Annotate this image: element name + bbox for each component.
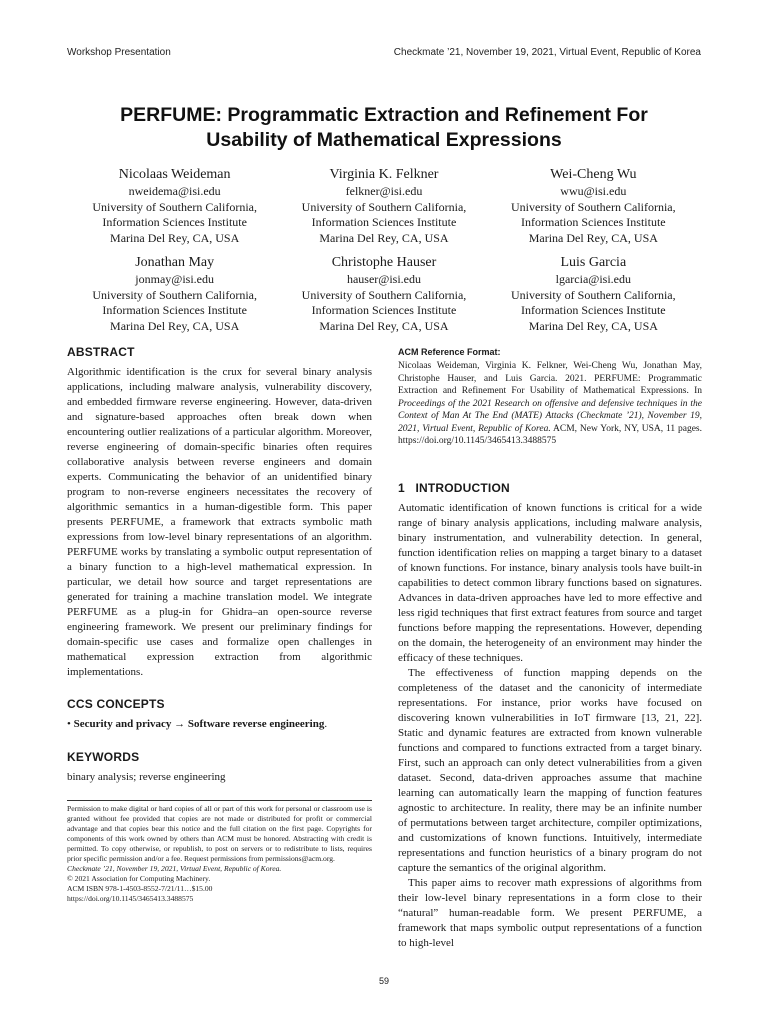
- author-email: lgarcia@isi.edu: [555, 272, 631, 286]
- keywords-text: binary analysis; reverse engineering: [67, 771, 226, 783]
- author-email: nweidema@isi.edu: [128, 184, 221, 198]
- author-institute: Information Sciences Institute: [521, 215, 666, 229]
- author-location: Marina Del Rey, CA, USA: [528, 230, 658, 245]
- author-name: Luis Garcia: [560, 255, 627, 270]
- author-row: [70, 166, 698, 246]
- acm-reference-part-1: Nicolaas Weideman, Virginia K. Felkner, Wei-Cheng Wu, Jonathan May, Christophe Hauser, and Luis Garcia. 2021. PERFUME: Programmatic Extraction and Refinement For Usability of Mathematical Expressions. In: [398, 361, 702, 396]
- author-affiliation: University of Southern California,: [301, 287, 467, 302]
- author-email: hauser@isi.edu: [346, 272, 422, 286]
- author-name: Virginia K. Felkner: [329, 167, 439, 182]
- author-block: [70, 166, 698, 342]
- author-institute: Information Sciences Institute: [311, 215, 457, 229]
- ccs-term-2: Software reverse engineering: [187, 718, 325, 730]
- author-institute: Information Sciences Institute: [521, 303, 666, 317]
- ccs-term-1: Security and privacy: [73, 718, 172, 730]
- author-card: [279, 166, 488, 246]
- author-card: [489, 166, 698, 246]
- author-location: Marina Del Rey, CA, USA: [319, 230, 449, 245]
- venue-note: Checkmate ’21, November 19, 2021, Virtual Event, Republic of Korea.: [67, 864, 282, 873]
- left-column: [67, 345, 372, 785]
- running-header-left: Workshop Presentation: [67, 47, 171, 58]
- author-location: Marina Del Rey, CA, USA: [110, 318, 240, 333]
- doi-line[interactable]: https://doi.org/10.1145/3465413.3488575: [67, 894, 194, 903]
- ccs-heading: CCS CONCEPTS: [67, 697, 165, 711]
- ccs-bullet: •: [67, 718, 71, 730]
- author-location: Marina Del Rey, CA, USA: [528, 318, 658, 333]
- abstract-text: Algorithmic identification is the crux for several binary analysis applications, including malware analysis, vulnerability discovery, and embedded firmware reverse engineering. However, data-driven and signature-based approaches often break down when encountering outlier realizations of a particular algorithm. Moreover, reverse engineering of domain-specific binaries often requires collaborative analysis between reverse engineers and domain experts. Communicating the behavior of an unidentified binary program to non-reverse engineers necessitates the recovery of algorithmic semantics in a human-digestible form. This paper presents PERFUME, a framework that extracts symbolic math expressions from low-level binary representations of an algorithm. PERFUME works by translating a symbolic output representation of a binary function to a high-level mathematical expression. In particular, we detail how source and target representations are generated for training a machine translation model. We integrate PERFUME as a plug-in for Ghidra–an open-source reverse engineering framework. We present our preliminary findings for domain-specific use cases and formalize open challenges in mathematical expression extraction from algorithmic implementations.: [67, 366, 372, 678]
- introduction-heading: 1 INTRODUCTION: [398, 480, 510, 495]
- author-card: [70, 166, 279, 246]
- author-row: [70, 254, 698, 334]
- paper-title: [60, 103, 708, 153]
- author-affiliation: University of Southern California,: [301, 199, 467, 214]
- author-email: felkner@isi.edu: [345, 184, 423, 198]
- author-name: Christophe Hauser: [331, 255, 437, 270]
- running-header-right: Checkmate ’21, November 19, 2021, Virtual Event, Republic of Korea: [393, 47, 701, 58]
- abstract-heading: ABSTRACT: [67, 345, 135, 359]
- ccs-end: .: [324, 718, 328, 730]
- author-affiliation: University of Southern California,: [511, 287, 676, 302]
- intro-paragraph-1: Automatic identification of known functions is critical for a wide range of binary analysis applications, including malware analysis, binary instrumentation, and vulnerability detection. In general, function identification relies on mapping a target binary to a dataset of known functions. For instance, binary analysis tools have built-in capabilities to detect common library functions based on signatures. Advances in data-driven approaches have led to more effective and less rigid techniques that first extract features from source and target functions before mapping the representations. However, depending on the domain, the heterogeneity of an environment may hinder the efficacy of these techniques.: [398, 501, 702, 664]
- copyright-footnote: [67, 800, 372, 904]
- author-card: [70, 254, 279, 334]
- author-name: Nicolaas Weideman: [118, 167, 231, 182]
- acm-reference-text: [398, 360, 702, 448]
- paper-title-line-1: PERFUME: Programmatic Extraction and Refinement For: [120, 104, 648, 126]
- author-card: [279, 254, 488, 334]
- author-name: Jonathan May: [135, 255, 215, 270]
- right-column: [398, 347, 702, 951]
- author-institute: Information Sciences Institute: [102, 215, 247, 229]
- author-institute: Information Sciences Institute: [311, 303, 457, 317]
- ccs-concepts: [67, 717, 372, 731]
- permission-notice: Permission to make digital or hard copies of all or part of this work for personal or classroom use is granted without fee provided that copies are not made or distributed for profit or commercial advantage and that copies bear this notice and the full citation on the first page. Copyrights for components of this work owned by others than ACM must be honored. Abstracting with credit is permitted. To copy otherwise, or republish, to post on servers or to redistribute to lists, requires prior specific permission and/or a fee. Request permissions from permissions@acm.org.: [67, 804, 372, 863]
- paper-title-line-2: Usability of Mathematical Expressions: [206, 129, 562, 151]
- keywords-heading: KEYWORDS: [67, 750, 140, 764]
- author-location: Marina Del Rey, CA, USA: [110, 230, 240, 245]
- isbn-line: ACM ISBN 978-1-4503-8552-7/21/11…$15.00: [67, 884, 213, 893]
- acm-reference-part-2: ACM, New York, NY, USA, 11 pages. https://doi.org/10.1145/3465413.3488575: [398, 423, 702, 446]
- author-card: [489, 254, 698, 334]
- page-number: 59: [378, 976, 389, 986]
- author-email: jonmay@isi.edu: [135, 272, 215, 286]
- author-affiliation: University of Southern California,: [511, 199, 676, 214]
- intro-paragraph-2: The effectiveness of function mapping depends on the completeness of the dataset and the canonicity of intermediate representations. For instance, prior works have focused on discovering known vulnerabilities in IoT firmware [13, 21, 22]. Static and dynamic features are extracted from known vulnerable functions and compared to functions extracted from a target binary. First, such an approach can only detect vulnerabilities from a given dataset. Second, data-driven approaches assume that machine learning can automatically learn the mapping of function features agnostic to architecture. In reality, there may be an infinite number of permutations between target architecture, compiler optimizations, and customizations of known functions. Intuitively, intermediate representations and function heuristics of a binary program do not capture the semantics of the original algorithm.: [398, 666, 702, 874]
- intro-paragraph-3: This paper aims to recover math expressions of algorithms from their low-level binary representations in a form close to their “natural” human-readable form. We present PERFUME, a framework that maps symbolic output representations of a function to high-level: [398, 876, 702, 949]
- acm-reference-proceedings: Proceedings of the 2021 Research on offensive and defensive techniques in the Context of Man At The End (MATE) Attacks (Checkmate ’21), November 19, 2021, Virtual Event, Republic of Korea.: [398, 398, 702, 434]
- author-email: wwu@isi.edu: [560, 184, 627, 198]
- author-location: Marina Del Rey, CA, USA: [319, 318, 449, 333]
- acm-reference-heading: ACM Reference Format:: [398, 347, 501, 357]
- copyright-line: © 2021 Association for Computing Machinery.: [67, 874, 211, 883]
- ccs-arrow: →: [174, 718, 186, 730]
- author-name: Wei-Cheng Wu: [550, 167, 637, 182]
- author-institute: Information Sciences Institute: [102, 303, 247, 317]
- author-affiliation: University of Southern California,: [92, 287, 257, 302]
- author-affiliation: University of Southern California,: [92, 199, 257, 214]
